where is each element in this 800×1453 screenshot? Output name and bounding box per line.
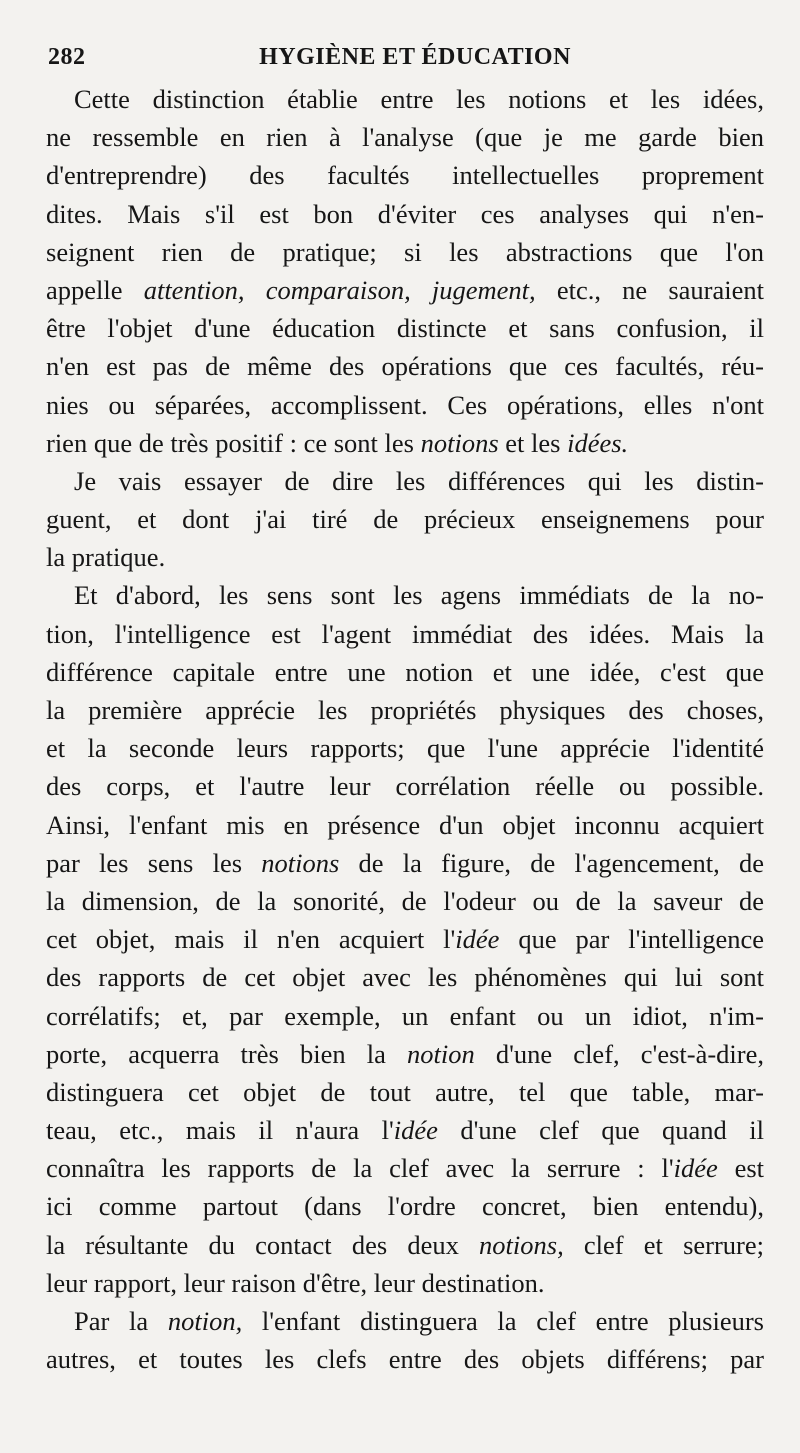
italic-text: idées. (567, 427, 629, 458)
text-run: d'une clef, c'est-à-dire, (474, 1038, 764, 1069)
text-run: la dimension, de la sonorité, de l'odeur ou de la saveur de (46, 885, 764, 916)
text-line (46, 576, 764, 614)
italic-text: notion (407, 1038, 475, 1069)
text-run: ne ressemble en rien à l'analyse (que je me garde bien (46, 122, 764, 153)
text-run: est (717, 1153, 764, 1184)
text-line (46, 1187, 764, 1225)
text-line (46, 767, 764, 805)
text-line (46, 156, 764, 194)
text-line (46, 958, 764, 996)
text-run: cet objet, mais il n'en acquiert l' (46, 924, 456, 955)
text-run: la pratique. (46, 542, 166, 573)
text-line (46, 1264, 764, 1302)
text-line (46, 997, 764, 1035)
text-run: la résultante du contact des deux (46, 1229, 480, 1260)
text-run: ici comme partout (dans l'ordre concret, bien entendu), (46, 1191, 764, 1222)
text-run: et les (498, 427, 568, 458)
text-run: d'entreprendre) des facultés intellectuelles proprement (46, 160, 764, 191)
text-run: et la seconde leurs rapports; que l'une apprécie l'identité (46, 733, 764, 764)
text-line (46, 80, 764, 118)
text-run: différence capitale entre une notion et une idée, c'est que (46, 656, 764, 687)
text-line (46, 1226, 764, 1264)
italic-text: notions (420, 427, 499, 458)
text-run: Et d'abord, les sens sont les agens immédiats de la no- (74, 580, 764, 611)
italic-text: idée (455, 924, 500, 955)
text-line (46, 500, 764, 538)
text-run: autres, et toutes les clefs entre des objets différens; par (46, 1344, 764, 1375)
text-line (46, 386, 764, 424)
text-line (46, 882, 764, 920)
text-run: clef et serrure; (563, 1229, 764, 1260)
text-run: rien que de très positif : ce sont les (46, 427, 421, 458)
text-line (46, 462, 764, 500)
text-line (46, 424, 764, 462)
text-line (46, 195, 764, 233)
text-line (46, 271, 764, 309)
text-run: tion, l'intelligence est l'agent immédiat des idées. Mais la (46, 618, 764, 649)
text-run: par les sens les (46, 847, 262, 878)
italic-text: notions, (479, 1229, 564, 1260)
text-run: l'enfant distinguera la clef entre plusieurs (242, 1306, 764, 1336)
text-run: etc., ne sauraient (535, 274, 764, 305)
text-run: de la figure, de l'agencement, de (339, 847, 764, 878)
running-header (46, 40, 764, 80)
text-run: Par la (74, 1306, 168, 1336)
text-run: d'une clef que quand il (437, 1115, 764, 1146)
text-run: guent, et dont j'ai tiré de précieux enseignemens pour (46, 504, 764, 535)
text-line (46, 1035, 764, 1073)
text-line (46, 1302, 764, 1340)
text-run: porte, acquerra très bien la (46, 1038, 407, 1069)
text-line (46, 1073, 764, 1111)
text-run: Ainsi, l'enfant mis en présence d'un objet inconnu acquiert (46, 809, 764, 840)
text-line (46, 844, 764, 882)
text-line (46, 347, 764, 385)
text-line (46, 1111, 764, 1149)
text-run: la première apprécie les propriétés physiques des choses, (46, 695, 764, 725)
text-line (46, 538, 764, 576)
text-line (46, 920, 764, 958)
text-line (46, 691, 764, 729)
text-run: des rapports de cet objet avec les phénomènes qui lui sont (46, 962, 764, 993)
running-title: HYGIÈNE ET ÉDUCATION (259, 44, 571, 70)
text-line (46, 806, 764, 844)
italic-text: notion, (167, 1306, 243, 1336)
text-line (46, 653, 764, 691)
text-line (46, 729, 764, 767)
italic-text: notions (261, 847, 340, 878)
text-line (46, 233, 764, 271)
text-run: dites. Mais s'il est bon d'éviter ces analyses qui n'en- (46, 198, 764, 229)
text-run: teau, etc., mais il n'aura l' (46, 1115, 394, 1146)
text-run: connaîtra les rapports de la clef avec la serrure : l' (46, 1153, 674, 1184)
text-run: que par l'intelligence (499, 924, 764, 955)
text-run: appelle (46, 274, 144, 305)
text-line (46, 118, 764, 156)
text-run: Je vais essayer de dire les différences qui les distin- (74, 465, 764, 496)
text-run: n'en est pas de même des opérations que ces facultés, réu- (46, 351, 764, 382)
text-run: seignent rien de pratique; si les abstractions que l'on (46, 236, 764, 267)
text-run: des corps, et l'autre leur corrélation réelle ou possible. (46, 771, 764, 802)
text-run: leur rapport, leur raison d'être, leur destination. (46, 1267, 545, 1298)
text-line (46, 1340, 764, 1378)
italic-text: idée (393, 1115, 438, 1146)
text-run: distinguera cet objet de tout autre, tel que table, mar- (46, 1076, 764, 1107)
text-line (46, 1149, 764, 1187)
text-run: être l'objet d'une éducation distincte et sans confusion, il (46, 313, 764, 344)
italic-text: attention, comparaison, jugement, (143, 274, 536, 305)
text-run: Cette distinction établie entre les notions et les idées, (74, 84, 764, 114)
text-run: nies ou séparées, accomplissent. Ces opérations, elles n'ont (46, 389, 764, 420)
text-line (46, 615, 764, 653)
text-run: corrélatifs; et, par exemple, un enfant ou un idiot, n'im- (46, 1000, 764, 1031)
page-number: 282 (48, 44, 86, 70)
body-text (46, 80, 764, 1378)
text-line (46, 309, 764, 347)
italic-text: idée (673, 1153, 718, 1184)
